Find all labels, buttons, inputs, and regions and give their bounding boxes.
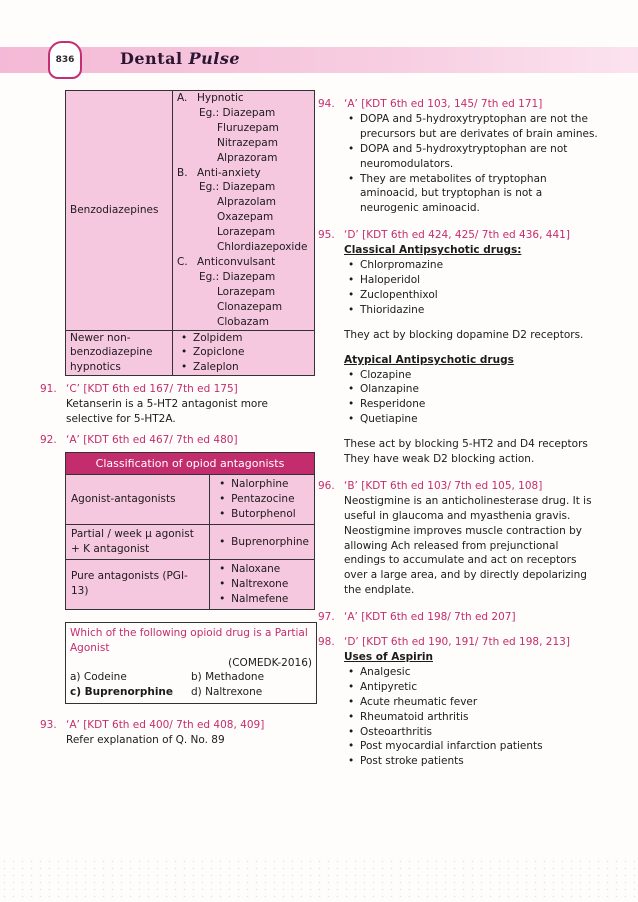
q95-classical-heading: Classical Antipsychotic drugs: <box>344 244 522 257</box>
mcq-option-d: d) Naltrexone <box>191 686 263 699</box>
q91-number: 91. <box>40 383 57 396</box>
benzo-drug: Lorazepam <box>217 285 276 298</box>
q96-answer: ‘B’ [KDT 6th ed 103/ 7th ed 105, 108] <box>344 479 543 492</box>
benzo-group-example: Eg.: Diazepam <box>199 181 276 194</box>
opioid-drug-list <box>215 477 309 522</box>
q94-number: 94. <box>318 98 335 110</box>
benzodiazepine-table <box>65 90 315 376</box>
q92-answer: ‘A’ [KDT 6th ed 467/ 7th ed 480] <box>66 433 238 446</box>
opioid-drug: • Pentazocine <box>215 492 309 507</box>
opioid-drugs <box>210 475 315 525</box>
benzo-drug: Chlordiazepoxide <box>217 241 308 254</box>
aspirin-use: • Post stroke patients <box>344 754 600 769</box>
question-96 <box>318 479 600 598</box>
tooth-logo-icon <box>48 41 82 79</box>
classical-drug: • Chlorpromazine <box>344 258 600 273</box>
aspirin-use: • Antipyretic <box>344 680 600 695</box>
benzo-group-example: Eg.: Diazepam <box>199 106 276 119</box>
benzo-groups-cell <box>173 91 315 331</box>
q98-answer: ‘D’ [KDT 6th ed 190, 191/ 7th ed 198, 213] <box>344 636 570 649</box>
q93-number: 93. <box>40 719 57 732</box>
newer-drug: • Zaleplon <box>177 360 310 375</box>
question-97 <box>318 610 600 625</box>
opioid-drug: • Nalmefene <box>215 592 309 607</box>
atypical-drug: • Olanzapine <box>344 382 600 397</box>
opioid-table-title: Classification of opiod antagonists <box>66 452 315 475</box>
mcq-option-c: c) Buprenorphine <box>70 686 174 699</box>
opioid-drug: • Naltrexone <box>215 577 309 592</box>
benzo-group-heading <box>177 91 310 106</box>
benzo-group-name: Anticonvulsant <box>197 255 276 268</box>
mcq-question <box>70 626 312 656</box>
q91-text: Ketanserin is a 5-HT2 antagonist more selective for 5-HT2A. <box>66 398 268 426</box>
atypical-drug: • Clozapine <box>344 368 600 383</box>
atypical-drug: • Resperidone <box>344 397 600 412</box>
benzo-drug: Alprazoram <box>217 151 278 164</box>
classical-drug: • Haloperidol <box>344 273 600 288</box>
brand-title <box>120 49 240 68</box>
mcq-question-text: Which of the following opioid drug is a Partial Agonist <box>70 626 308 654</box>
benzo-drug: Clobazam <box>217 315 269 328</box>
aspirin-use: • Post myocardial infarction patients <box>344 739 600 754</box>
q95-classical-note: They act by blocking dopamine D2 receptors. <box>344 328 584 341</box>
brand-name: Dental <box>120 49 183 68</box>
benzo-group-letter: A. <box>177 92 188 104</box>
question-94 <box>318 97 600 216</box>
mcq-option-b: b) Methadone <box>191 671 265 684</box>
opioid-row <box>66 525 315 560</box>
opioid-drug: • Buprenorphine <box>215 535 309 550</box>
benzo-group-name: Hypnotic <box>197 92 244 104</box>
opioid-row <box>66 559 315 609</box>
opioid-row <box>66 475 315 525</box>
q92-number: 92. <box>40 433 57 446</box>
q96-text: Neostigmine is an anticholinesterase drug. It is useful in glaucoma and myasthenia gravis. Neostigmine improves muscle contraction by allowing Ach released from prejunctional endings to accumulate and act on receptors over a large area, and by directly depolarizing the endplate. <box>344 494 592 597</box>
q93-answer: ‘A’ [KDT 6th ed 400/ 7th ed 408, 409] <box>66 719 265 732</box>
q95-number: 95. <box>318 229 335 242</box>
q97-number: 97. <box>318 611 335 624</box>
benzo-group-heading <box>177 255 310 270</box>
benzo-drug: Oxazepam <box>217 211 274 224</box>
q91-answer: ‘C’ [KDT 6th ed 167/ 7th ed 175] <box>66 383 238 396</box>
q94-answer: ‘A’ [KDT 6th ed 103, 145/ 7th ed 171] <box>344 98 543 110</box>
q95-atypical-heading: Atypical Antipsychotic drugs <box>344 353 514 366</box>
opioid-table <box>65 452 315 610</box>
aspirin-use: • Rheumatoid arthritis <box>344 710 600 725</box>
classical-drug: • Zuclopenthixol <box>344 288 600 303</box>
benzo-class-cell: Benzodiazepines <box>66 91 173 331</box>
opioid-class: Partial / week µ agonist + K antagonist <box>66 525 210 560</box>
newer-drug: • Zolpidem <box>177 331 310 346</box>
opioid-drug: • Naloxane <box>215 562 309 577</box>
aspirin-use: • Osteoarthritis <box>344 725 600 740</box>
mcq-source: (COMEDK-2016) <box>228 656 312 669</box>
newer-drugs-cell <box>173 330 315 376</box>
opioid-drug: • Butorphenol <box>215 507 309 522</box>
opioid-drug-list <box>215 562 309 607</box>
mcq-box <box>65 622 317 705</box>
benzo-drug: Lorazepam <box>217 226 276 239</box>
atypical-drug: • Quetiapine <box>344 412 600 427</box>
q94-bullet: • DOPA and 5-hydroxytryptophan are not the precursors but are derivates of brain amines. <box>344 112 600 142</box>
question-93 <box>40 718 315 748</box>
q95-atypical-note: These act by blocking 5-HT2 and D4 receptors They have weak D2 blocking action. <box>344 438 588 466</box>
benzo-group-example: Eg.: Diazepam <box>199 270 276 283</box>
benzo-drug: Nitrazepam <box>217 136 278 149</box>
right-column <box>318 97 600 769</box>
question-98 <box>318 635 600 769</box>
q97-answer: ‘A’ [KDT 6th ed 198/ 7th ed 207] <box>344 611 516 624</box>
opioid-drugs <box>210 525 315 560</box>
q95-answer: ‘D’ [KDT 6th ed 424, 425/ 7th ed 436, 441] <box>344 229 570 242</box>
benzo-drug: Clonazepam <box>217 300 283 313</box>
benzo-group-heading <box>177 166 310 181</box>
opioid-drugs <box>210 559 315 609</box>
benzo-group-name: Anti-anxiety <box>197 166 261 179</box>
page-number: 836 <box>55 55 75 65</box>
q93-text: Refer explanation of Q. No. 89 <box>66 734 225 747</box>
q94-bullet: • DOPA and 5-hydroxytryptophan are not neuromodulators. <box>344 142 600 172</box>
opioid-class: Agonist-antagonists <box>66 475 210 525</box>
q98-heading: Uses of Aspirin <box>344 651 433 663</box>
header-band <box>0 47 638 73</box>
classical-drug: • Thioridazine <box>344 303 600 318</box>
brand-name-italic: Pulse <box>188 49 241 68</box>
q98-number: 98. <box>318 636 335 649</box>
opioid-class: Pure antagonists (PGI-13) <box>66 559 210 609</box>
q94-bullet: • They are metabolites of tryptophan aminoacid, but tryptophan is not a neurogenic aminoacid. <box>344 172 600 217</box>
newer-class-cell: Newer non-benzodiazepine hypnotics <box>66 330 173 376</box>
mcq-option-a: a) Codeine <box>70 671 127 684</box>
question-95 <box>318 228 600 467</box>
opioid-drug: • Nalorphine <box>215 477 309 492</box>
benzo-drug: Fluruzepam <box>217 121 279 134</box>
opioid-drug-list <box>215 535 309 550</box>
benzo-group-letter: B. <box>177 166 188 179</box>
question-92 <box>40 433 315 610</box>
q96-number: 96. <box>318 479 335 492</box>
footer-dots <box>0 858 638 902</box>
question-91 <box>40 382 315 427</box>
benzo-group-letter: C. <box>177 255 188 268</box>
aspirin-use: • Acute rheumatic fever <box>344 695 600 710</box>
aspirin-use: • Analgesic <box>344 665 600 680</box>
left-column <box>40 90 315 748</box>
newer-drug: • Zopiclone <box>177 345 310 360</box>
benzo-drug: Alprazolam <box>217 196 277 209</box>
